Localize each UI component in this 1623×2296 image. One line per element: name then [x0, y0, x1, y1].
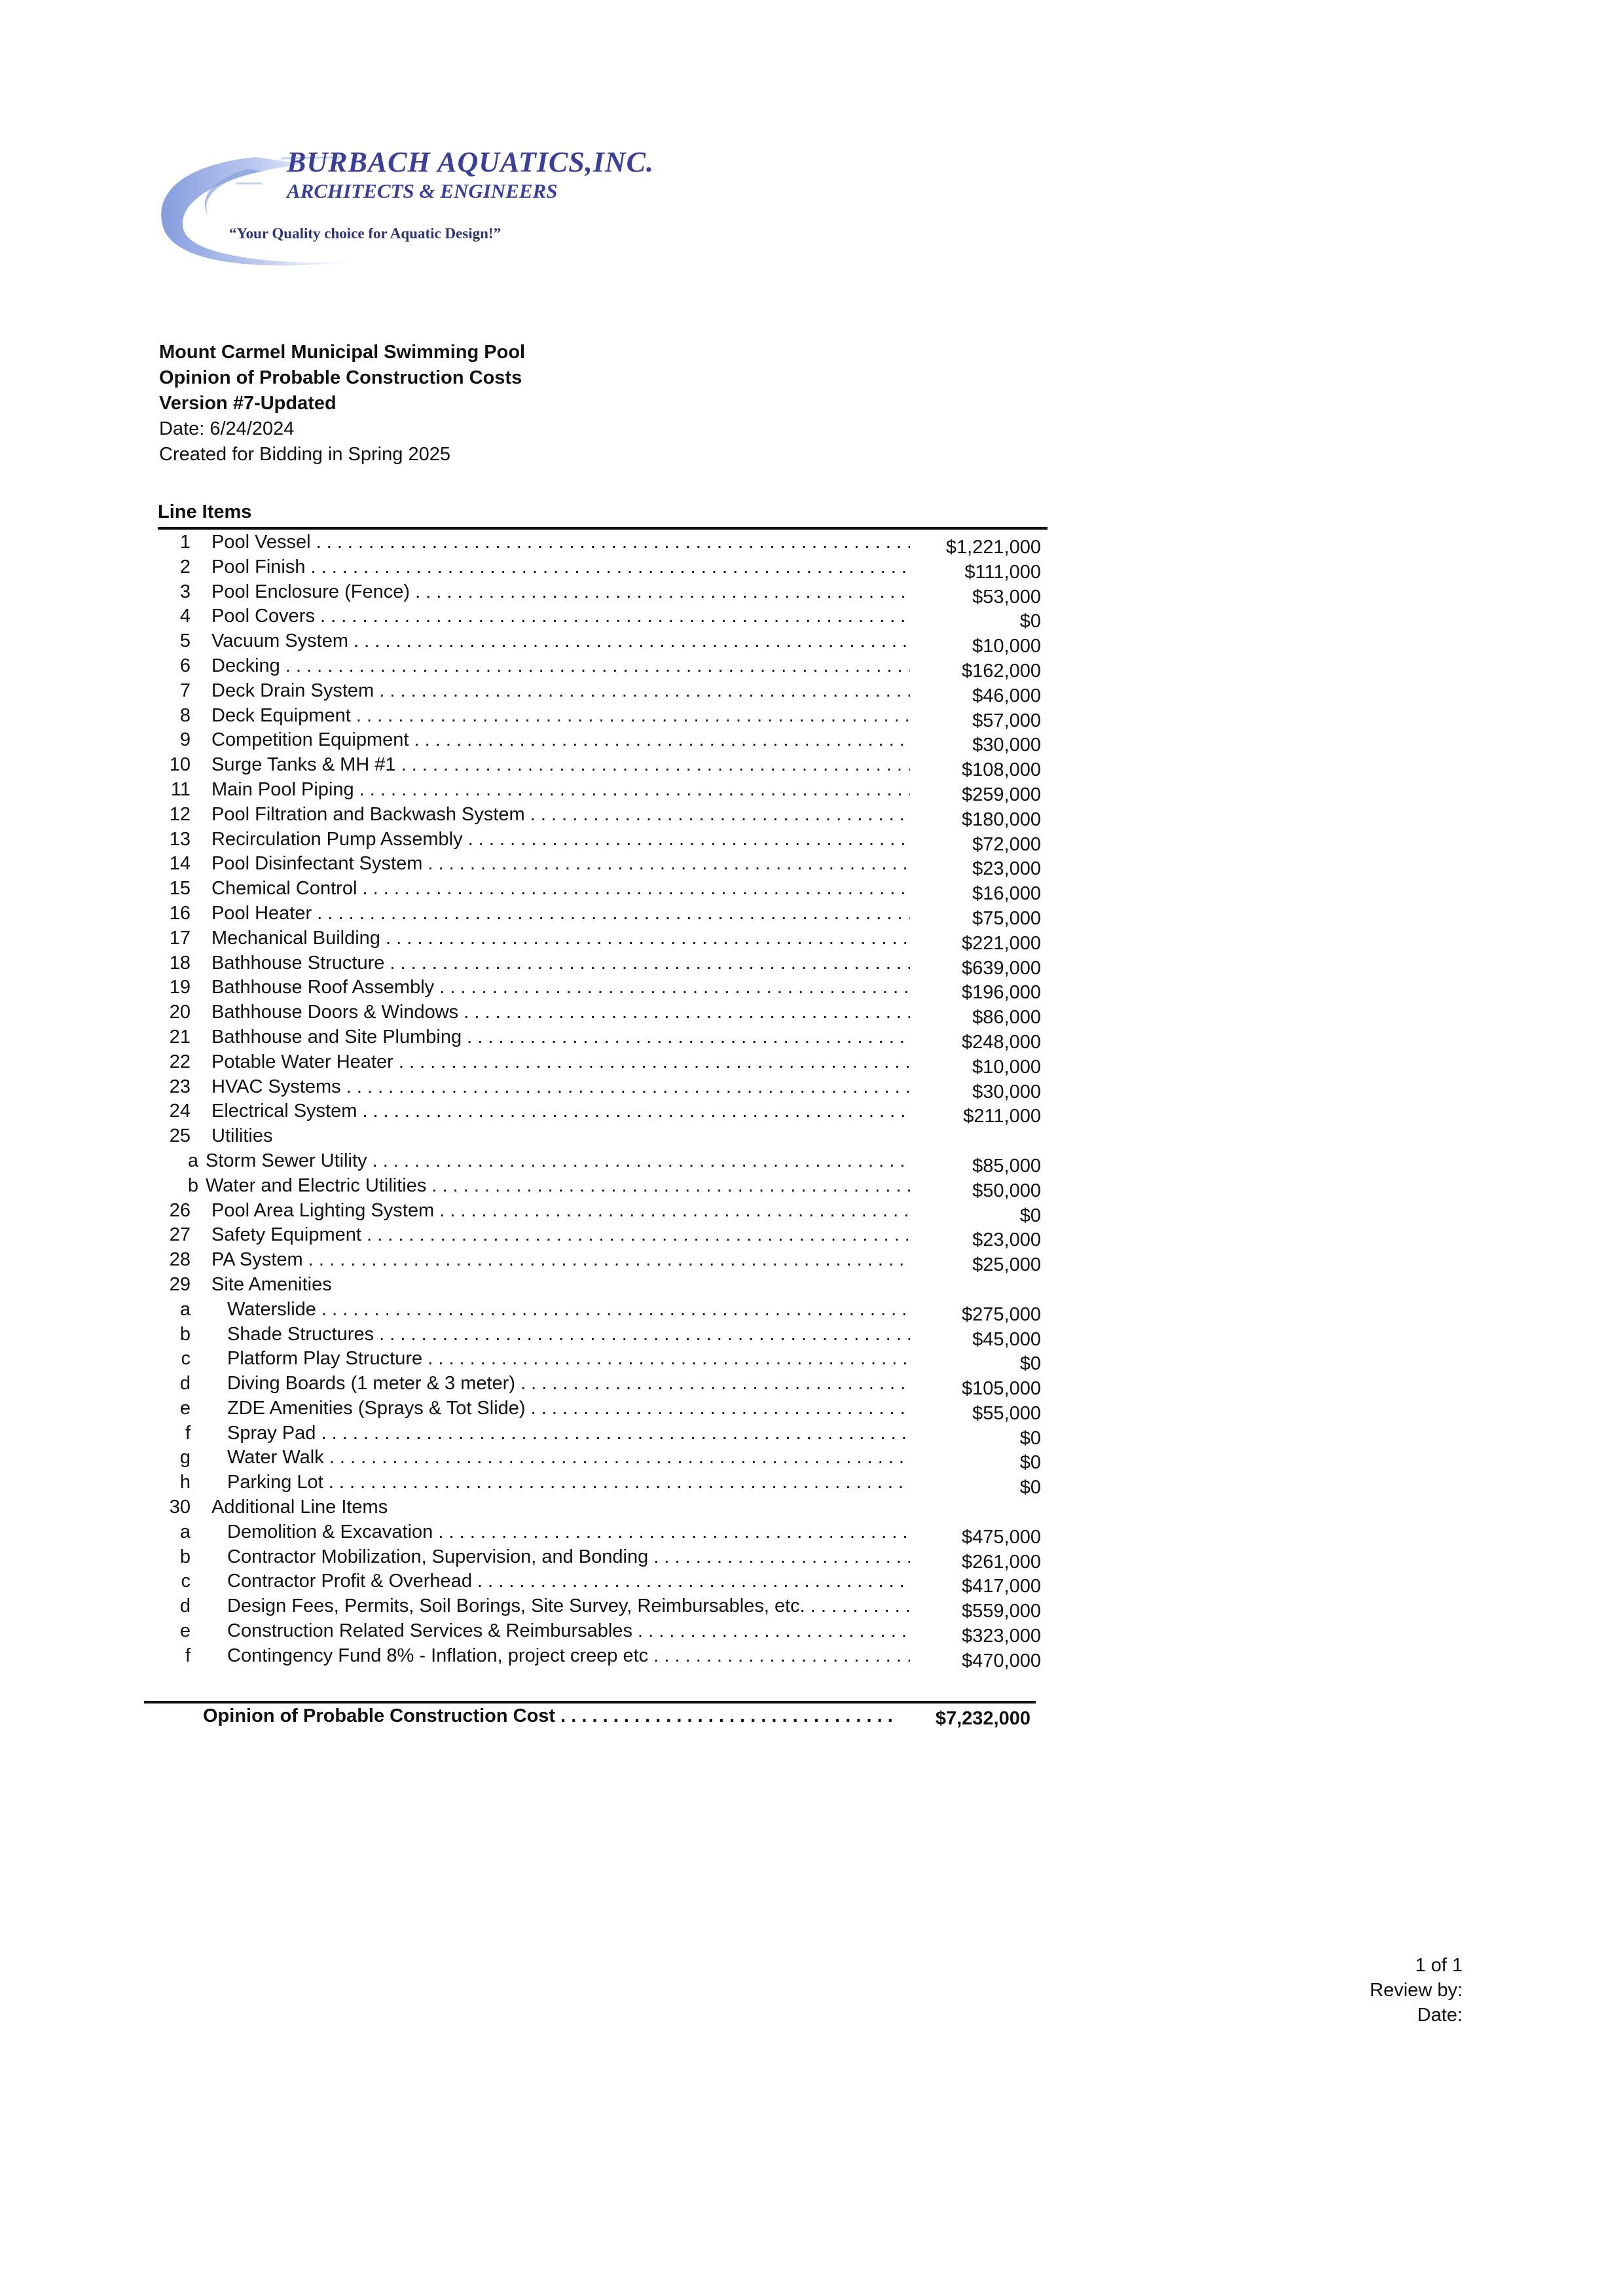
line-item-number: 15: [169, 878, 191, 900]
table-row: [158, 555, 1048, 583]
line-item-description: Spray Pad . . .: [227, 1423, 910, 1444]
line-items-table: [158, 530, 1048, 1669]
line-item-amount: $75,000: [972, 907, 1041, 929]
line-item-amount: $211,000: [963, 1106, 1041, 1127]
line-item-number: 27: [169, 1224, 191, 1246]
line-item-description: Additional Line Items: [211, 1497, 388, 1518]
bidding-note: Created for Bidding in Spring 2025: [159, 444, 450, 465]
line-item-description: Competition Equipment . . .: [211, 729, 910, 751]
section-title: Line Items: [158, 501, 252, 522]
logo-subtitle: ARCHITECTS & ENGINEERS: [287, 179, 558, 202]
line-item-number: h: [179, 1472, 191, 1493]
line-item-description: Contractor Mobilization, Supervision, and Bonding . . .: [227, 1546, 910, 1568]
table-row: [158, 1174, 1048, 1199]
line-item-description: Bathhouse Roof Assembly . . .: [211, 977, 910, 998]
table-row: [158, 728, 1048, 756]
table-row: [158, 1075, 1048, 1100]
line-item-number: 23: [169, 1076, 191, 1097]
line-item-number: b: [179, 1323, 191, 1345]
table-row: [158, 926, 1048, 954]
line-item-number: 3: [179, 581, 191, 602]
line-item-number: c: [181, 1348, 191, 1370]
line-item-number: 11: [170, 778, 191, 800]
line-item-number: 16: [169, 902, 191, 924]
line-item-amount: $85,000: [972, 1155, 1041, 1176]
table-row: [158, 1619, 1048, 1647]
line-item-description: Contingency Fund 8% - Inflation, project creep etc . . .: [227, 1645, 910, 1667]
table-row: [158, 1248, 1048, 1276]
table-row: [158, 1025, 1048, 1053]
line-item-amount: $10,000: [972, 636, 1041, 657]
table-row: [158, 1199, 1048, 1224]
line-item-number: g: [179, 1447, 191, 1468]
line-item-description: Decking . . .: [211, 655, 910, 677]
line-item-number: 14: [169, 853, 191, 875]
table-row: [158, 704, 1048, 729]
line-item-description: Bathhouse and Site Plumbing . . .: [211, 1027, 910, 1048]
line-item-description: Pool Disinfectant System . . .: [211, 853, 910, 875]
line-item-amount: $639,000: [962, 957, 1041, 979]
line-item-description: Platform Play Structure . . .: [227, 1348, 910, 1370]
line-item-amount: $162,000: [962, 660, 1041, 682]
line-item-amount: $53,000: [972, 586, 1041, 608]
line-item-description: PA System . . .: [211, 1249, 910, 1271]
line-item-description: Bathhouse Structure . . .: [211, 953, 910, 974]
line-item-description: Surge Tanks & MH #1 . . .: [211, 754, 910, 776]
line-item-number: 24: [169, 1101, 191, 1122]
line-item-number: 9: [179, 729, 191, 751]
line-item-number: b: [187, 1175, 198, 1196]
line-item-number: a: [179, 1521, 191, 1542]
line-item-number: 28: [169, 1249, 191, 1271]
total-row: [144, 1705, 1036, 1732]
table-row: [158, 1545, 1048, 1573]
table-top-rule: [158, 527, 1048, 530]
line-item-number: a: [187, 1150, 198, 1171]
line-item-number: 26: [169, 1199, 191, 1221]
line-item-number: 4: [179, 606, 191, 627]
document-date: Date: 6/24/2024: [159, 418, 295, 439]
line-item-description: Pool Covers . . .: [211, 606, 910, 627]
line-item-description: Deck Equipment . . .: [211, 705, 910, 727]
table-row: [158, 1273, 1048, 1298]
table-row: [158, 530, 1048, 558]
line-item-description: Diving Boards (1 meter & 3 meter) . . .: [227, 1373, 910, 1394]
table-row: [158, 1347, 1048, 1375]
line-item-amount: $0: [1019, 1353, 1041, 1375]
line-item-number: 20: [169, 1002, 191, 1023]
document-header: [159, 340, 525, 467]
line-item-number: 25: [169, 1125, 191, 1147]
line-item-description: Water and Electric Utilities . . .: [206, 1175, 910, 1197]
line-item-number: 7: [179, 680, 191, 701]
line-item-amount: $323,000: [962, 1626, 1041, 1647]
line-item-description: Potable Water Heater . . .: [211, 1051, 910, 1073]
footer-date-label: Date:: [1417, 2005, 1463, 2026]
table-row: [158, 1099, 1048, 1127]
line-item-description: Mechanical Building . . .: [211, 928, 910, 949]
line-item-description: Construction Related Services & Reimbursables . . .: [227, 1620, 910, 1642]
line-item-description: Pool Enclosure (Fence) . . .: [211, 581, 910, 603]
line-item-amount: $72,000: [972, 833, 1041, 855]
line-item-amount: $0: [1019, 1427, 1041, 1449]
line-item-amount: $30,000: [972, 735, 1041, 756]
line-item-description: Storm Sewer Utility . . .: [206, 1150, 910, 1172]
line-item-description: Parking Lot . . .: [227, 1472, 910, 1493]
line-item-description: Pool Area Lighting System . . .: [211, 1200, 910, 1222]
table-row: [158, 1421, 1048, 1449]
line-item-number: b: [179, 1546, 191, 1567]
line-item-number: 29: [169, 1273, 191, 1295]
table-row: [158, 975, 1048, 1004]
line-item-description: Utilities: [211, 1125, 273, 1147]
line-item-description: Vacuum System . . .: [211, 630, 910, 652]
line-item-amount: $10,000: [972, 1056, 1041, 1078]
line-item-amount: $259,000: [962, 784, 1041, 805]
line-item-number: f: [185, 1645, 191, 1666]
review-by-label: Review by:: [1370, 1980, 1463, 2001]
table-row: [158, 629, 1048, 657]
table-row: [158, 679, 1048, 704]
table-row: [158, 1124, 1048, 1149]
line-item-description: Deck Drain System . . .: [211, 680, 910, 702]
line-item-amount: $111,000: [964, 561, 1041, 583]
line-item-number: 17: [169, 927, 191, 949]
version-label: Version #7-Updated: [159, 393, 337, 414]
line-item-number: 2: [179, 556, 191, 577]
line-item-number: 1: [179, 532, 191, 553]
line-item-number: 10: [169, 754, 191, 776]
table-row: [158, 654, 1048, 682]
line-item-description: Water Walk . . .: [227, 1447, 910, 1468]
line-item-amount: $108,000: [962, 759, 1041, 781]
line-item-amount: $0: [1019, 1452, 1041, 1474]
line-item-amount: $30,000: [972, 1081, 1041, 1102]
line-item-description: Pool Finish . . .: [211, 556, 910, 578]
line-item-amount: $86,000: [972, 1007, 1041, 1029]
line-item-description: Pool Filtration and Backwash System . . .: [211, 804, 910, 826]
line-item-amount: $559,000: [962, 1601, 1041, 1622]
line-item-amount: $46,000: [972, 685, 1041, 706]
table-row: [158, 1000, 1048, 1029]
logo-tagline: “Your Quality choice for Aquatic Design!”: [229, 225, 501, 242]
table-row: [158, 877, 1048, 905]
page-number: 1 of 1: [1415, 1955, 1463, 1976]
page-footer: [1370, 1953, 1463, 2028]
table-bottom-rule: [144, 1701, 1036, 1704]
line-item-amount: $0: [1019, 1205, 1041, 1226]
line-item-amount: $275,000: [962, 1303, 1041, 1325]
line-item-description: Design Fees, Permits, Soil Borings, Site Survey, Reimbursables, etc. . . .: [227, 1595, 910, 1617]
table-row: [158, 852, 1048, 880]
line-item-description: Electrical System . . .: [211, 1101, 910, 1122]
table-row: [158, 778, 1048, 803]
table-row: [158, 1298, 1048, 1325]
line-item-number: 8: [179, 704, 191, 726]
line-item-description: Safety Equipment . . .: [211, 1224, 910, 1246]
line-item-description: Bathhouse Doors & Windows . . .: [211, 1002, 910, 1023]
line-item-amount: $196,000: [962, 982, 1041, 1004]
table-row: [158, 1569, 1048, 1597]
table-row: [158, 828, 1048, 855]
line-item-description: Contractor Profit & Overhead . . .: [227, 1571, 910, 1592]
line-item-number: 12: [169, 803, 191, 825]
line-item-number: 6: [179, 655, 191, 676]
line-item-number: c: [181, 1571, 191, 1592]
line-item-amount: $23,000: [972, 858, 1041, 880]
line-item-amount: $105,000: [962, 1378, 1041, 1400]
line-item-amount: $1,221,000: [945, 537, 1041, 558]
line-item-description: ZDE Amenities (Sprays & Tot Slide) . . .: [227, 1398, 910, 1419]
line-item-amount: $475,000: [962, 1526, 1041, 1548]
table-row: [158, 580, 1048, 608]
line-item-number: 19: [169, 977, 191, 998]
line-item-description: Shade Structures . . .: [227, 1324, 910, 1345]
line-item-description: Chemical Control . . .: [211, 878, 910, 900]
line-item-amount: $180,000: [962, 809, 1041, 830]
line-item-amount: $50,000: [972, 1180, 1041, 1201]
line-item-amount: $248,000: [962, 1031, 1041, 1053]
table-row: [158, 1644, 1048, 1669]
line-item-description: Pool Heater . . .: [211, 903, 910, 924]
line-item-amount: $261,000: [962, 1551, 1041, 1573]
line-item-number: 18: [169, 952, 191, 974]
line-item-amount: $0: [1019, 1477, 1041, 1499]
project-name: Mount Carmel Municipal Swimming Pool: [159, 342, 526, 363]
table-row: [158, 1520, 1048, 1548]
line-item-amount: $417,000: [962, 1576, 1041, 1597]
line-item-amount: $221,000: [962, 932, 1041, 954]
table-row: [158, 902, 1048, 929]
line-item-amount: $470,000: [962, 1650, 1041, 1671]
total-amount: $7,232,000: [935, 1708, 1030, 1729]
line-item-number: 5: [179, 630, 191, 652]
table-row: [158, 1149, 1048, 1174]
line-item-amount: $0: [1019, 611, 1041, 632]
line-item-description: Site Amenities: [211, 1273, 332, 1295]
table-row: [158, 1322, 1048, 1350]
line-item-amount: $55,000: [972, 1402, 1041, 1424]
line-item-number: a: [179, 1298, 191, 1320]
table-row: [158, 753, 1048, 781]
document-title: Opinion of Probable Construction Costs: [159, 367, 522, 388]
line-item-amount: $57,000: [972, 710, 1041, 731]
line-item-amount: $45,000: [972, 1328, 1041, 1350]
line-item-description: Waterslide . . .: [227, 1299, 910, 1321]
line-item-number: 30: [169, 1497, 191, 1518]
table-row: [158, 1495, 1048, 1520]
table-row: [158, 1446, 1048, 1474]
table-row: [158, 803, 1048, 828]
table-row: [158, 951, 1048, 979]
line-item-description: Recirculation Pump Assembly . . .: [211, 829, 910, 850]
line-item-description: Main Pool Piping . . .: [211, 779, 910, 801]
table-row: [158, 1050, 1048, 1078]
logo-company-name: BURBACH AQUATICS,INC.: [287, 146, 654, 178]
total-label: Opinion of Probable Construction Cost . . .: [203, 1705, 895, 1727]
line-item-number: d: [179, 1595, 191, 1617]
table-row: [158, 1223, 1048, 1251]
line-item-description: Pool Vessel . . .: [211, 532, 910, 553]
line-item-amount: $23,000: [972, 1230, 1041, 1251]
line-item-number: f: [185, 1422, 191, 1444]
company-logo: [151, 137, 727, 282]
line-item-amount: $16,000: [972, 883, 1041, 905]
line-item-number: 21: [169, 1026, 191, 1048]
line-item-number: e: [179, 1397, 191, 1419]
line-item-description: HVAC Systems . . .: [211, 1076, 910, 1098]
line-item-number: e: [179, 1620, 191, 1642]
line-item-number: 13: [169, 828, 191, 850]
table-row: [158, 1396, 1048, 1424]
table-row: [158, 1470, 1048, 1499]
line-item-description: Demolition & Excavation . . .: [227, 1522, 910, 1543]
table-row: [158, 604, 1048, 632]
table-row: [158, 1372, 1048, 1400]
line-item-amount: $25,000: [972, 1254, 1041, 1276]
line-item-number: d: [179, 1373, 191, 1394]
line-item-number: 22: [169, 1051, 191, 1072]
table-row: [158, 1594, 1048, 1622]
